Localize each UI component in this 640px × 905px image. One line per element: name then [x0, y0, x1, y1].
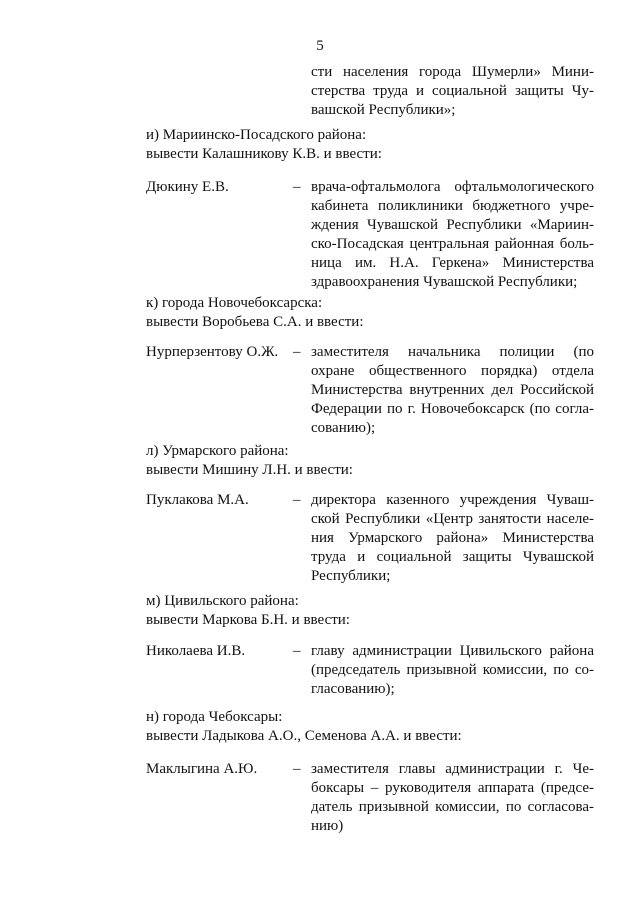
section-heading: к) города Новочебоксарска:	[146, 295, 323, 311]
description-line: директора казенного учреждения Чуваш-	[311, 492, 594, 508]
description-line: гласованию);	[311, 681, 395, 697]
description-line: ница им. Н.А. Геркена» Министерства	[311, 255, 594, 271]
description-line: нию)	[311, 818, 344, 834]
section-heading: л) Урмарского района:	[146, 443, 289, 459]
continuation-line: стерства труда и социальной защиты Чу-	[311, 83, 594, 99]
description-line: охране общественного порядка) отдела	[311, 363, 594, 379]
section-instruction: вывести Маркова Б.Н. и ввести:	[146, 612, 350, 628]
continuation-line: сти населения города Шумерли» Мини-	[311, 64, 594, 80]
description-line: главу администрации Цивильского района	[311, 643, 594, 659]
continuation-line: вашской Республики»;	[311, 102, 456, 118]
dash: –	[293, 179, 301, 195]
section-heading: н) города Чебоксары:	[146, 709, 283, 725]
dash: –	[293, 643, 301, 659]
dash: –	[293, 492, 301, 508]
section-instruction: вывести Воробьева С.А. и ввести:	[146, 314, 364, 330]
description-line: датель призывной комиссии, по согласова-	[311, 799, 594, 815]
description-line: (председатель призывной комиссии, по со-	[311, 662, 594, 678]
description-line: ской Республики «Центр занятости населе-	[311, 511, 594, 527]
description-line: Министерства внутренних дел Российской	[311, 382, 594, 398]
description-line: Федерации по г. Новочебоксарск (по согла-	[311, 401, 594, 417]
section-instruction: вывести Мишину Л.Н. и ввести:	[146, 462, 353, 478]
description-line: здравоохранения Чувашской Республики;	[311, 274, 578, 290]
section-heading: и) Мариинско-Посадского района:	[146, 127, 367, 143]
description-line: врача-офтальмолога офтальмологического	[311, 179, 594, 195]
person-name: Нурперзентову О.Ж.	[146, 344, 279, 360]
section-instruction: вывести Ладыкова А.О., Семенова А.А. и ввести:	[146, 728, 462, 744]
description-line: ско-Посадская центральная районная боль-	[311, 236, 594, 252]
description-line: ния Урмарского района» Министерства	[311, 530, 594, 546]
description-line: кабинета поликлиники бюджетного учре-	[311, 198, 594, 214]
description-line: боксары – руководителя аппарата (предсе-	[311, 780, 594, 796]
description-line: заместителя главы администрации г. Че-	[311, 761, 594, 777]
description-line: Республики;	[311, 568, 391, 584]
dash: –	[293, 761, 301, 777]
person-name: Пуклакова М.А.	[146, 492, 249, 508]
person-name: Дюкину Е.В.	[146, 179, 229, 195]
section-instruction: вывести Калашникову К.В. и ввести:	[146, 146, 382, 162]
description-line: ждения Чувашской Республики «Мариин-	[311, 217, 594, 233]
person-name: Маклыгина А.Ю.	[146, 761, 258, 777]
dash: –	[293, 344, 301, 360]
description-line: заместителя начальника полиции (по	[311, 344, 594, 360]
person-name: Николаева И.В.	[146, 643, 246, 659]
page-number: 5	[316, 38, 324, 54]
description-line: труда и социальной защиты Чувашской	[311, 549, 594, 565]
description-line: сованию);	[311, 420, 376, 436]
section-heading: м) Цивильского района:	[146, 593, 299, 609]
